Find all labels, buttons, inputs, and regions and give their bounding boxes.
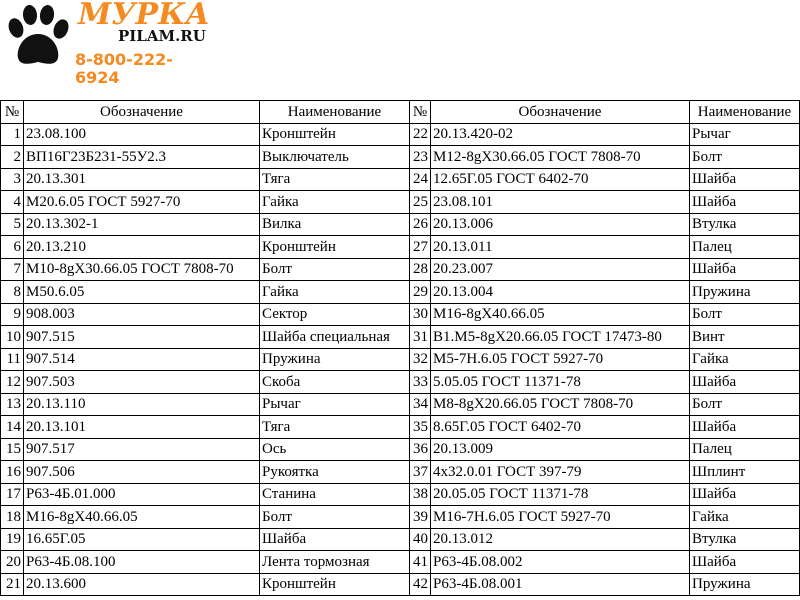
item-designation: М50.6.05 (24, 281, 260, 304)
item-designation: М8-8gX20.66.05 ГОСТ 7808-70 (431, 393, 690, 416)
item-number: 21 (1, 573, 24, 596)
item-designation: М16-8gX40.66.05 (431, 303, 690, 326)
item-name: Болт (690, 146, 800, 169)
item-designation: 20.13.006 (431, 213, 690, 236)
table-row (1, 573, 800, 596)
item-designation: 20.13.420-02 (431, 123, 690, 146)
item-designation: 20.13.302-1 (24, 213, 260, 236)
item-name: Шайба (690, 258, 800, 281)
item-designation: 907.515 (24, 326, 260, 349)
item-name: Втулка (690, 213, 800, 236)
item-name: Тяга (260, 416, 410, 439)
item-designation: 908.003 (24, 303, 260, 326)
item-name: Гайка (690, 506, 800, 529)
parts-table-body (1, 123, 800, 596)
item-designation: 8.65Г.05 ГОСТ 6402-70 (431, 416, 690, 439)
item-designation: 20.13.210 (24, 236, 260, 259)
item-designation: М20.6.05 ГОСТ 5927-70 (24, 191, 260, 214)
item-name: Шайба (260, 528, 410, 551)
item-number: 36 (410, 438, 431, 461)
item-designation: Р63-4Б.01.000 (24, 483, 260, 506)
item-name: Станина (260, 483, 410, 506)
item-designation: ВП16Г23Б231-55У2.3 (24, 146, 260, 169)
table-row (1, 438, 800, 461)
item-name: Шайба (690, 168, 800, 191)
item-number: 33 (410, 371, 431, 394)
item-number: 11 (1, 348, 24, 371)
paw-print-icon (4, 4, 72, 70)
item-name: Пружина (260, 348, 410, 371)
item-name: Пружина (690, 573, 800, 596)
parts-table (0, 100, 800, 596)
header-designation-left: Обозначение (24, 101, 260, 124)
header-designation-right: Обозначение (431, 101, 690, 124)
header-num-right: № (410, 101, 431, 124)
item-name: Лента тормозная (260, 551, 410, 574)
item-name: Болт (690, 303, 800, 326)
item-name: Выключатель (260, 146, 410, 169)
item-designation: 23.08.101 (431, 191, 690, 214)
table-row (1, 483, 800, 506)
item-designation: 20.13.301 (24, 168, 260, 191)
item-name: Сектор (260, 303, 410, 326)
item-number: 9 (1, 303, 24, 326)
item-number: 8 (1, 281, 24, 304)
item-designation: 20.05.05 ГОСТ 11371-78 (431, 483, 690, 506)
header-name-left: Наименование (260, 101, 410, 124)
item-number: 7 (1, 258, 24, 281)
item-number: 37 (410, 461, 431, 484)
table-row (1, 213, 800, 236)
item-number: 14 (1, 416, 24, 439)
item-name: Тяга (260, 168, 410, 191)
item-name: Ось (260, 438, 410, 461)
item-number: 32 (410, 348, 431, 371)
table-row (1, 123, 800, 146)
table-row (1, 371, 800, 394)
item-name: Гайка (260, 191, 410, 214)
table-row (1, 393, 800, 416)
item-designation: М12-8gX30.66.05 ГОСТ 7808-70 (431, 146, 690, 169)
item-designation: 16.65Г.05 (24, 528, 260, 551)
table-row (1, 146, 800, 169)
item-designation: 20.13.009 (431, 438, 690, 461)
item-number: 17 (1, 483, 24, 506)
item-number: 40 (410, 528, 431, 551)
table-row (1, 506, 800, 529)
item-designation: 20.13.110 (24, 393, 260, 416)
item-number: 16 (1, 461, 24, 484)
item-number: 39 (410, 506, 431, 529)
item-number: 20 (1, 551, 24, 574)
item-name: Втулка (690, 528, 800, 551)
item-designation: М5-7Н.6.05 ГОСТ 5927-70 (431, 348, 690, 371)
item-designation: М16-7Н.6.05 ГОСТ 5927-70 (431, 506, 690, 529)
item-number: 38 (410, 483, 431, 506)
item-number: 27 (410, 236, 431, 259)
item-name: Болт (690, 393, 800, 416)
item-name: Вилка (260, 213, 410, 236)
item-name: Кронштейн (260, 573, 410, 596)
item-designation: 20.13.600 (24, 573, 260, 596)
item-designation: 20.23.007 (431, 258, 690, 281)
item-name: Гайка (690, 348, 800, 371)
item-number: 26 (410, 213, 431, 236)
item-number: 6 (1, 236, 24, 259)
item-number: 25 (410, 191, 431, 214)
item-designation: 5.05.05 ГОСТ 11371-78 (431, 371, 690, 394)
item-name: Шплинт (690, 461, 800, 484)
item-designation: Р63-4Б.08.100 (24, 551, 260, 574)
item-name: Рукоятка (260, 461, 410, 484)
item-number: 23 (410, 146, 431, 169)
header-num-left: № (1, 101, 24, 124)
item-number: 18 (1, 506, 24, 529)
item-name: Болт (260, 506, 410, 529)
item-name: Шайба специальная (260, 326, 410, 349)
table-row (1, 303, 800, 326)
item-designation: М16-8gX40.66.05 (24, 506, 260, 529)
item-number: 15 (1, 438, 24, 461)
item-number: 12 (1, 371, 24, 394)
table-row (1, 236, 800, 259)
item-number: 24 (410, 168, 431, 191)
table-row (1, 348, 800, 371)
table-row (1, 461, 800, 484)
item-designation: 4х32.0.01 ГОСТ 397-79 (431, 461, 690, 484)
table-header-row (1, 101, 800, 124)
table-row (1, 258, 800, 281)
item-number: 30 (410, 303, 431, 326)
item-designation: 20.13.101 (24, 416, 260, 439)
item-number: 22 (410, 123, 431, 146)
table-row (1, 528, 800, 551)
table-row (1, 326, 800, 349)
header-name-right: Наименование (690, 101, 800, 124)
item-name: Болт (260, 258, 410, 281)
item-name: Кронштейн (260, 236, 410, 259)
item-name: Рычаг (260, 393, 410, 416)
item-designation: 907.517 (24, 438, 260, 461)
item-designation: В1.М5-8gX20.66.05 ГОСТ 17473-80 (431, 326, 690, 349)
item-designation: 20.13.011 (431, 236, 690, 259)
item-designation: Р63-4Б.08.002 (431, 551, 690, 574)
item-number: 2 (1, 146, 24, 169)
item-designation: 20.13.004 (431, 281, 690, 304)
item-name: Шайба (690, 551, 800, 574)
item-number: 4 (1, 191, 24, 214)
item-designation: 12.65Г.05 ГОСТ 6402-70 (431, 168, 690, 191)
item-designation: 907.514 (24, 348, 260, 371)
table-row (1, 191, 800, 214)
item-number: 29 (410, 281, 431, 304)
logo[interactable] (0, 0, 210, 95)
item-name: Пружина (690, 281, 800, 304)
item-number: 31 (410, 326, 431, 349)
table-row (1, 281, 800, 304)
item-name: Палец (690, 236, 800, 259)
item-designation: 20.13.012 (431, 528, 690, 551)
item-designation: 907.503 (24, 371, 260, 394)
item-name: Скоба (260, 371, 410, 394)
item-name: Рычаг (690, 123, 800, 146)
item-number: 42 (410, 573, 431, 596)
item-designation: 23.08.100 (24, 123, 260, 146)
item-number: 34 (410, 393, 431, 416)
item-name: Шайба (690, 416, 800, 439)
item-number: 3 (1, 168, 24, 191)
item-name: Кронштейн (260, 123, 410, 146)
item-number: 10 (1, 326, 24, 349)
item-name: Шайба (690, 191, 800, 214)
item-designation: 907.506 (24, 461, 260, 484)
item-name: Гайка (260, 281, 410, 304)
item-name: Винт (690, 326, 800, 349)
site-url: PILAM.RU (118, 27, 206, 45)
item-designation: Р63-4Б.08.001 (431, 573, 690, 596)
item-number: 35 (410, 416, 431, 439)
table-row (1, 168, 800, 191)
item-number: 5 (1, 213, 24, 236)
item-number: 1 (1, 123, 24, 146)
item-designation: М10-8gX30.66.05 ГОСТ 7808-70 (24, 258, 260, 281)
brand-name: МУРКА (78, 0, 210, 32)
table-row (1, 416, 800, 439)
item-number: 19 (1, 528, 24, 551)
item-name: Шайба (690, 483, 800, 506)
table-row (1, 551, 800, 574)
item-name: Шайба (690, 371, 800, 394)
item-name: Палец (690, 438, 800, 461)
item-number: 41 (410, 551, 431, 574)
item-number: 28 (410, 258, 431, 281)
item-number: 13 (1, 393, 24, 416)
phone-number[interactable]: 8-800-222-6924 (75, 50, 173, 87)
